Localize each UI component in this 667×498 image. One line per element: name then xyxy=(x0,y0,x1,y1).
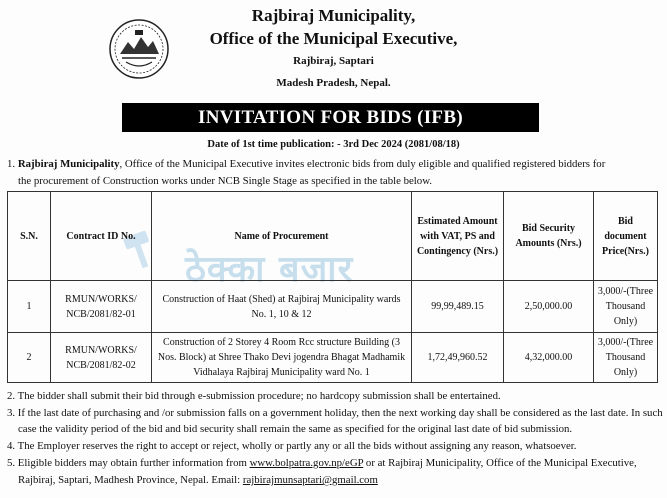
province-line: Madesh Pradesh, Nepal. xyxy=(276,77,391,89)
cell-security: 2,50,000.00 xyxy=(504,281,594,333)
col-header-contract-id: Contract ID No. xyxy=(51,192,152,281)
note-4: 4. The Employer reserves the right to accept or reject, wholly or partly any or all the bids without assigning any reason, whatsoever. xyxy=(7,440,577,452)
intro-paragraph-line2: the procurement of Construction works under NCB Single Stage as specified in the table below. xyxy=(18,175,432,187)
cell-name: Construction of 2 Storey 4 Room Rcc structure Building (3 Nos. Block) at Shree Thako Devi jogendra Bhagat Madhamik Vidhalaya Rajbiraj Municipality ward No. 1 xyxy=(152,333,412,383)
email-link[interactable]: rajbirajmunsaptari@gmail.com xyxy=(242,474,378,486)
col-header-amount: Estimated Amount with VAT, PS and Contingency (Nrs.) xyxy=(412,192,504,281)
cell-amount: 99,99,489.15 xyxy=(412,281,504,333)
table-row xyxy=(8,333,658,383)
cell-security: 4,32,000.00 xyxy=(504,333,594,383)
cell-price: 3,000/-(Three Thousand Only) xyxy=(594,333,658,383)
note-2: 2. The bidder shall submit their bid through e-submission procedure; no hardcopy submission shall be entertained. xyxy=(7,390,501,402)
procurement-table xyxy=(7,191,658,383)
cell-price: 3,000/-(Three Thousand Only) xyxy=(594,281,658,333)
address-line: Rajbiraj, Saptari xyxy=(293,55,374,67)
note-5-line1: 5. Eligible bidders may obtain further information from www.bolpatra.gov.np/eGP or at Rajbiraj Municipality, Office of the Municipal Executive, xyxy=(7,457,637,469)
cell-amount: 1,72,49,960.52 xyxy=(412,333,504,383)
publication-date: Date of 1st time publication: - 3rd Dec 2024 (2081/08/18) xyxy=(207,139,460,150)
intro-paragraph-line1: 1. Rajbiraj Municipality, Office of the Municipal Executive invites electronic bids from duly eligible and qualified registered bidders for xyxy=(7,158,606,170)
note-3-line2: case the validity period of the bid and bid security shall remain the same as specified for the original last date of bid submission. xyxy=(18,423,573,435)
municipality-emblem-icon xyxy=(108,18,170,80)
col-header-sn: S.N. xyxy=(8,192,51,281)
table-row xyxy=(8,281,658,333)
office-name: Office of the Municipal Executive, xyxy=(209,29,458,48)
cell-contract-id: RMUN/WORKS/ NCB/2081/82-02 xyxy=(51,333,152,383)
note-5-line2: Rajbiraj, Saptari, Madhesh Province, Nepal. Email: rajbirajmunsaptari@gmail.com xyxy=(18,474,378,486)
col-header-price: Bid document Price(Nrs.) xyxy=(594,192,658,281)
cell-contract-id: RMUN/WORKS/ NCB/2081/82-01 xyxy=(51,281,152,333)
cell-sn: 2 xyxy=(8,333,51,383)
col-header-name: Name of Procurement xyxy=(152,192,412,281)
col-header-security: Bid Security Amounts (Nrs.) xyxy=(504,192,594,281)
note-3-line1: 3. If the last date of purchasing and /or submission falls on a government holiday, then the next working day shall be considered as the last date. In such xyxy=(7,407,663,419)
ifb-banner: INVITATION FOR BIDS (IFB) xyxy=(122,103,539,132)
cell-sn: 1 xyxy=(8,281,51,333)
table-header-row xyxy=(8,192,658,281)
cell-name: Construction of Haat (Shed) at Rajbiraj Municipality wards No. 1, 10 & 12 xyxy=(152,281,412,333)
watermark-text: ठेक्का बजार xyxy=(185,249,354,290)
municipality-name: Rajbiraj Municipality, xyxy=(251,6,416,25)
bolpatra-link[interactable]: www.bolpatra.gov.np/eGP xyxy=(249,457,364,469)
